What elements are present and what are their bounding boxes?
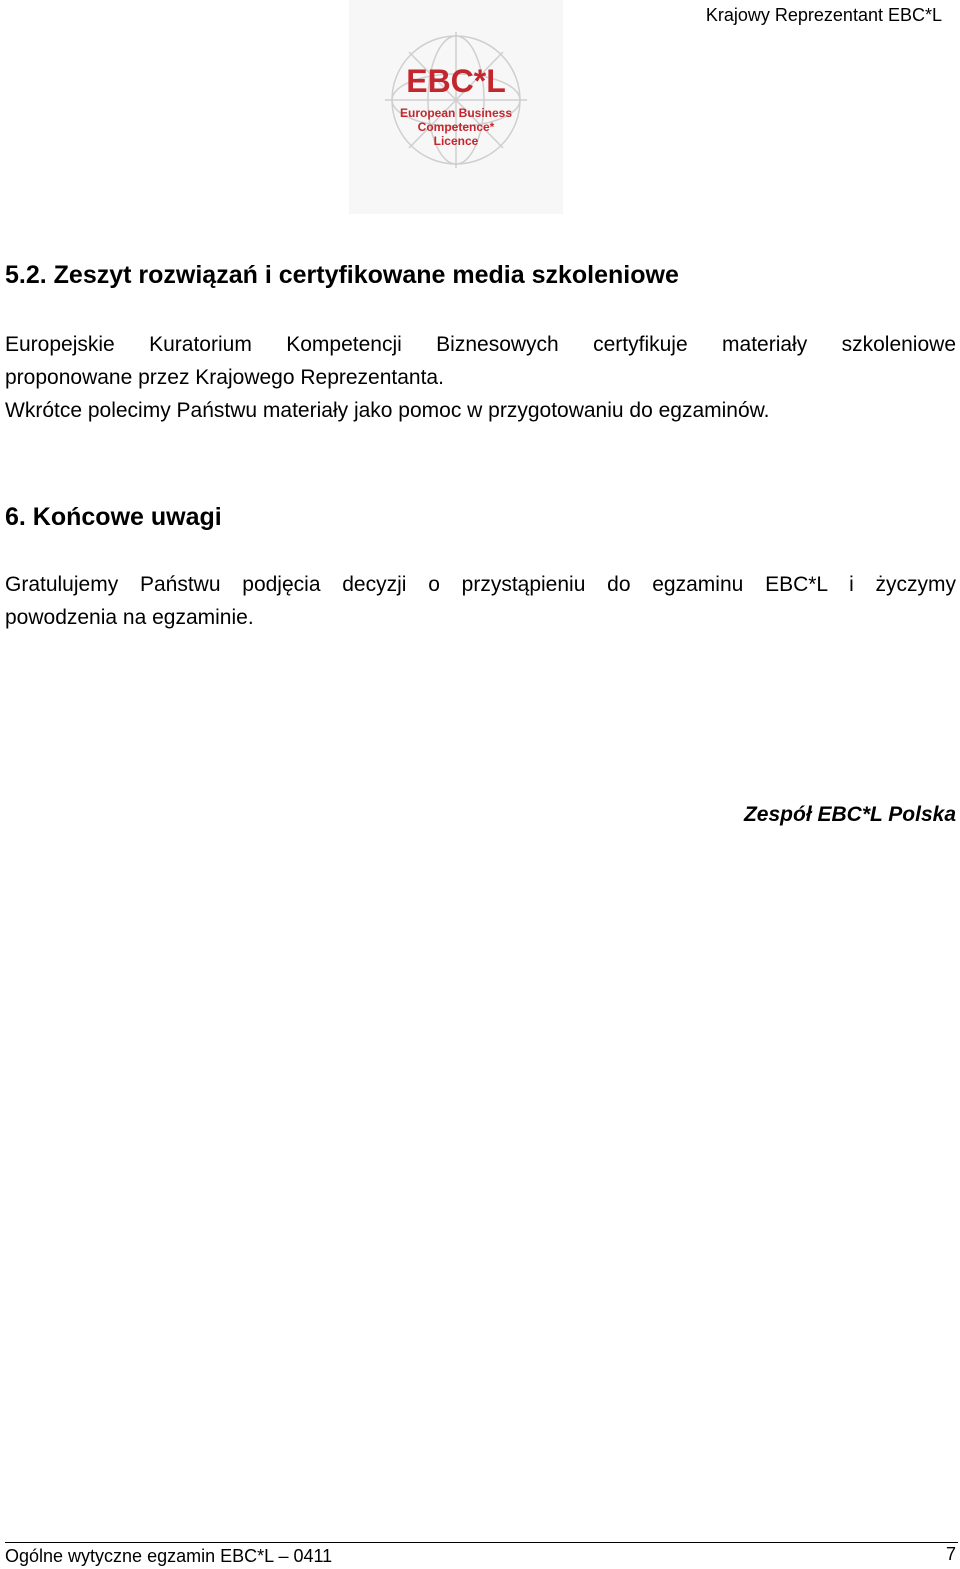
- ebcl-logo-graphic: [349, 0, 563, 214]
- logo-line-1: European Business: [399, 106, 513, 120]
- signature: Zespół EBC*L Polska: [743, 803, 956, 826]
- section-heading-6: 6. Końcowe uwagi: [5, 503, 222, 531]
- paragraph-line: proponowane przez Krajowego Reprezentanta.: [5, 366, 444, 389]
- footer-divider: [5, 1542, 958, 1543]
- section-heading-5-2: 5.2. Zeszyt rozwiązań i certyfikowane media szkoleniowe: [5, 261, 679, 289]
- paragraph-line: Gratulujemy Państwu podjęcia decyzji o przystąpieniu do egzaminu EBC*L i życzymy: [5, 573, 956, 596]
- paragraph-line: powodzenia na egzaminie.: [5, 606, 254, 629]
- logo-mark: EBC*L: [406, 63, 506, 99]
- paragraph-line: Europejskie Kuratorium Kompetencji Biznesowych certyfikuje materiały szkoleniowe: [5, 333, 956, 356]
- paragraph-line: Wkrótce polecimy Państwu materiały jako pomoc w przygotowaniu do egzaminów.: [5, 399, 770, 422]
- page-number: 7: [945, 1544, 956, 1564]
- footer-text: Ogólne wytyczne egzamin EBC*L – 0411: [5, 1546, 333, 1566]
- logo-line-2: Competence*: [417, 120, 495, 134]
- running-header: Krajowy Reprezentant EBC*L: [705, 5, 942, 25]
- ebcl-logo: [349, 0, 563, 214]
- logo-line-3: Licence: [433, 134, 479, 148]
